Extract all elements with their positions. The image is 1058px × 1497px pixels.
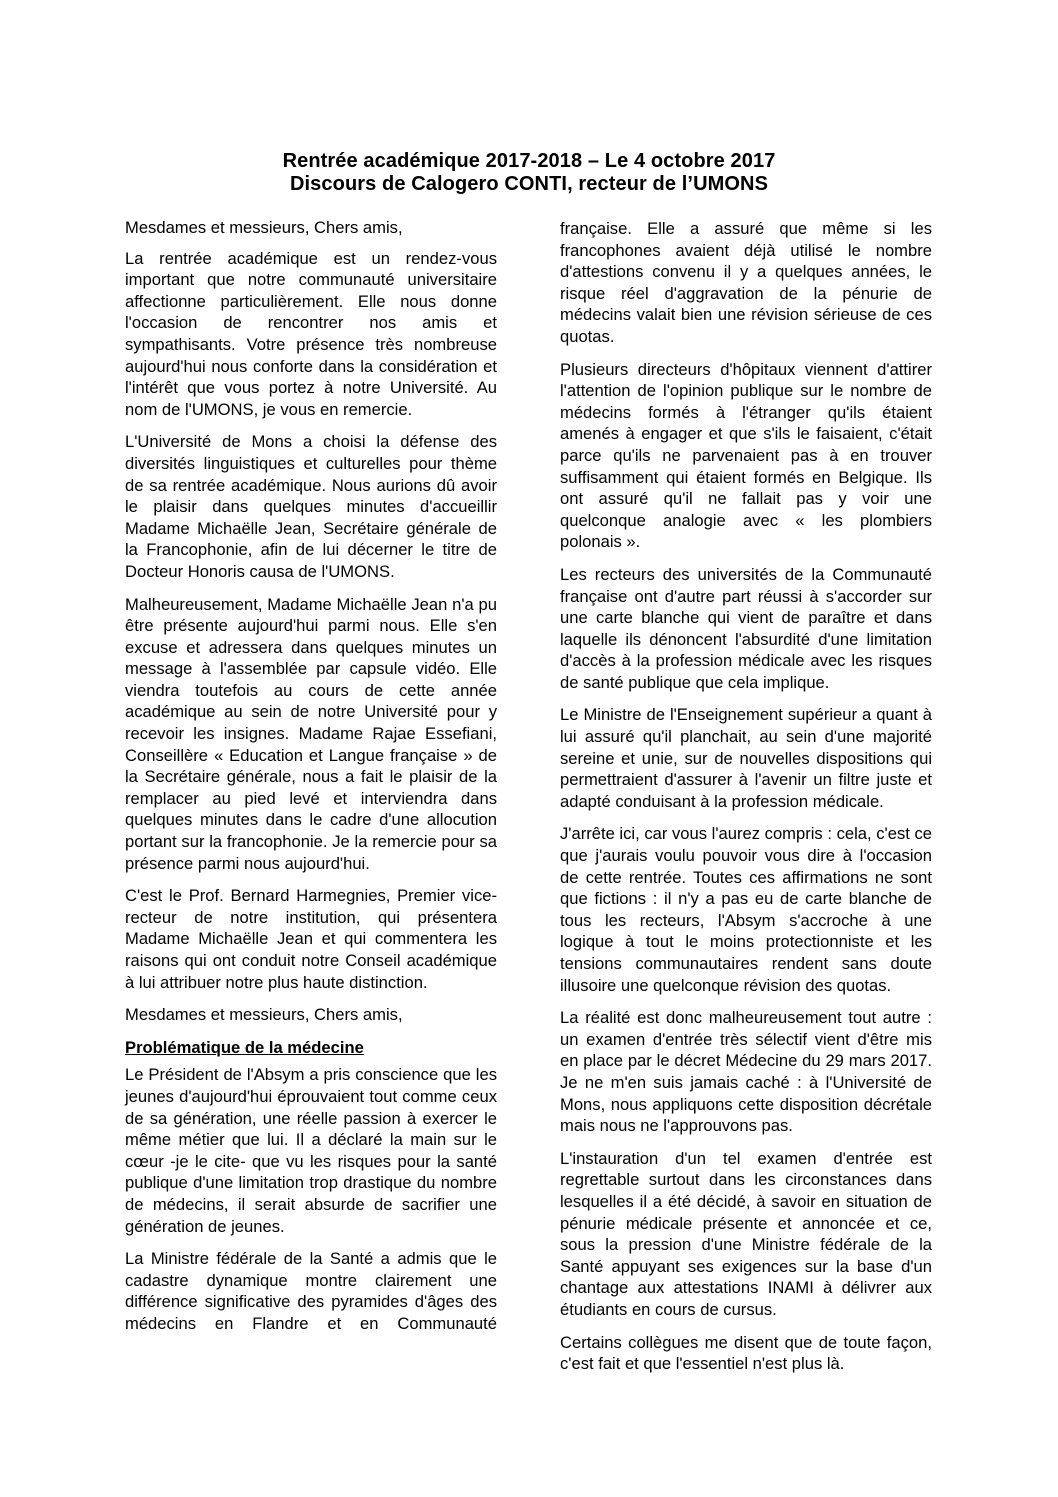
paragraph-absym: Le Président de l'Absym a pris conscience que les jeunes d'aujourd'hui éprouvaient tout comme ceux de sa génération, une réelle passion à exercer le même métier que lui. Il a déclaré la main sur le cœur -je le cite- que vu les risques pour la santé publique d'une limitation trop drastique du nombre de médecins, il serait absurde de sacrifier une génération de jeunes. [125,1065,497,1236]
paragraph-examen-entree: La réalité est donc malheureusement tout autre : un examen d'entrée très sélectif vient d'être mis en place par le décret Médecine du 29 mars 2017. Je ne m'en suis jamais caché : à l'Université de Mons, nous appliquons cette disposition décrétale mais nous ne l'approuvons pas. [560,1008,932,1136]
paragraph-fictions: J'arrête ici, car vous l'aurez compris : cela, c'est ce que j'aurais voulu pouvoir vous dire à l'occasion de cette rentrée. Toutes ces affirmations ne sont que fictions : il n'y a pas eu de carte blanche de tous les recteurs, l'Absym s'accroche à une logique à tout le moins protectionniste et les tensions communautaires rendent sans doute illusoire une quelconque révision des quotas. [560,824,932,995]
paragraph-michaelle-jean: Malheureusement, Madame Michaëlle Jean n'a pu être présente aujourd'hui parmi nous. Elle s'en excuse et adressera dans quelques minutes un message à l'assemblée par capsule vidéo. Elle viendra toutefois au cours de cette année académique au sein de notre Université pour y recevoir les insignes. Madame Rajae Essefiani, Conseillère « Education et Langue française » de la Secrétaire générale, nous a fait le plaisir de la remplacer au pied levé et interviendra dans quelques minutes dans le cadre d'une allocution portant sur la francophonie. Je la remercie pour sa présence parmi nous aujourd'hui. [125,594,497,873]
paragraph-rentree: La rentrée académique est un rendez-vous important que notre communauté universitaire affectionne particulièrement. Elle nous donne l'occasion de rencontrer nos amis et sympathisants. Votre présence très nombreuse aujourd'hui nous conforte dans la considération et l'intérêt que vous portez à notre Université. Au nom de l'UMONS, je vous en remercie. [125,248,497,419]
paragraph-quotas: française. Elle a assuré que même si les francophones avaient déjà utilisé le nombre d'attestions convenu il y a quelques années, le risque réel d'aggravation de la pénurie de médecins valait bien une révision sérieuse de ces quotas. [560,219,932,346]
title-line-1: Rentrée académique 2017-2018 – Le 4 octobre 2017 [282,150,776,172]
paragraph-instauration: L'instauration d'un tel examen d'entrée est regrettable surtout dans les circonstances dans lesquelles il a été décidé, à savoir en situation de pénurie médicale présente et annoncée et ce, sous la pression d'une Ministre fédérale de la Santé appuyant ses exigences sur la base d'un chantage aux attestations INAMI à délivrer aux étudiants en cours de cursus. [560,1148,932,1319]
section-heading-medecine: Problématique de la médecine [125,1037,364,1057]
paragraph-salutation: Mesdames et messieurs, Chers amis, [125,218,403,237]
paragraph-collegues: Certains collègues me disent que de toute façon, c'est fait et que l'essentiel n'est plus là. [560,1332,932,1374]
paragraph-ministre-enseignement: Le Ministre de l'Enseignement supérieur a quant à lui assuré qu'il planchait, au sein d'une majorité sereine et unie, sur de nouvelles dispositions qui permettraient d'assurer à l'avenir un filtre juste et adapté conduisant à la profession médicale. [560,705,932,811]
paragraph-ministre-sante: La Ministre fédérale de la Santé a admis que le cadastre dynamique montre clairement une différence significative des pyramides d'âges des médecins en Flandre et en Communauté [125,1249,497,1333]
left-column [125,217,497,1346]
document-title [0,150,1058,196]
right-column [560,218,932,1386]
title-line-2: Discours de Calogero CONTI, recteur de l’UMONS [289,173,769,195]
paragraph-recteurs: Les recteurs des universités de la Communauté française ont d'autre part réussi à s'accorder sur une carte blanche qui vient de paraître et dans laquelle ils dénoncent l'absurdité d'une limitation d'accès à la profession médicale avec les risques de santé publique que cela implique. [560,564,932,692]
paragraph-diversites: L'Université de Mons a choisi la défense des diversités linguistiques et culturelles pour thème de sa rentrée académique. Nous aurions dû avoir le plaisir dans quelques minutes d'accueillir Madame Michaëlle Jean, Secrétaire générale de la Francophonie, afin de lui décerner le titre de Docteur Honoris causa de l'UMONS. [125,432,497,581]
paragraph-hopitaux: Plusieurs directeurs d'hôpitaux viennent d'attirer l'attention de l'opinion publique sur le nombre de médecins formés à l'étranger qu'ils étaient amenés à engager et que s'ils le faisaient, c'était parce qu'ils ne parvenaient pas à en trouver suffisamment qui étaient formés en Belgique. Ils ont assuré qu'il ne fallait pas y voir une quelconque analogie avec « les plombiers polonais ». [560,359,932,552]
paragraph-salutation-2: Mesdames et messieurs, Chers amis, [125,1005,403,1025]
paragraph-harmegnies: C'est le Prof. Bernard Harmegnies, Premier vice-recteur de notre institution, qui présentera Madame Michaëlle Jean et qui commentera les raisons qui ont conduit notre Conseil académique à lui attribuer notre plus haute distinction. [125,886,497,992]
